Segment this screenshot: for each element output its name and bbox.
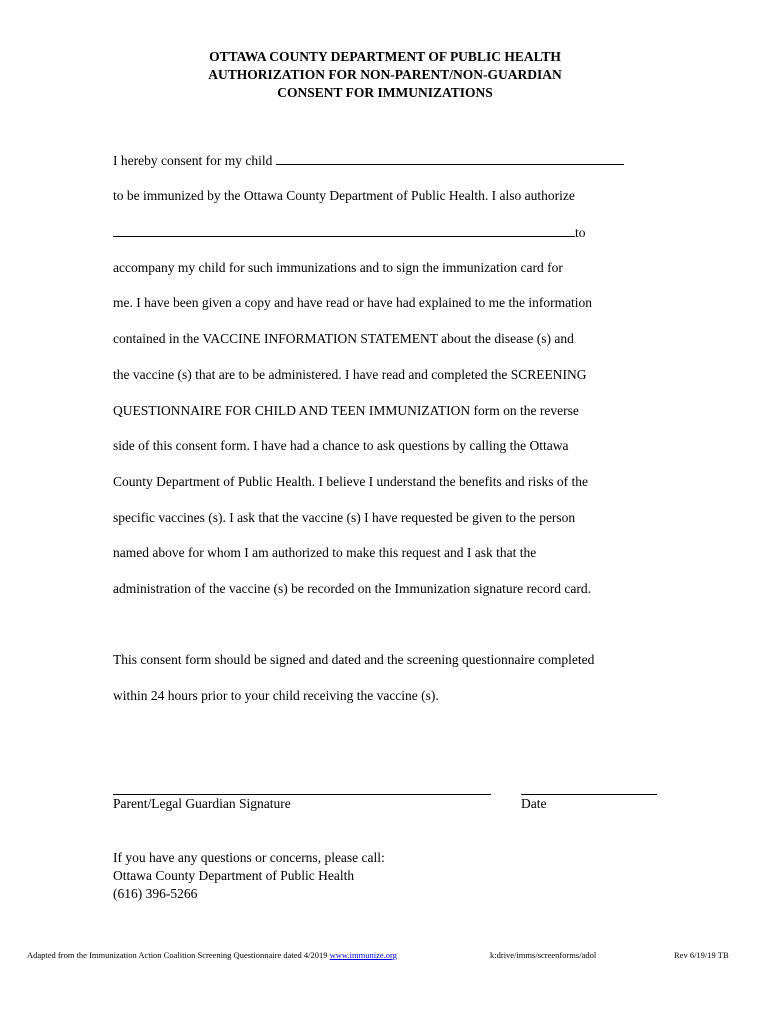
immunize-link[interactable]: www.immunize.org [329, 950, 397, 960]
child-consent-text: I hereby consent for my child [113, 153, 276, 168]
body-line-13: administration of the vaccine (s) be recorded on the Immunization signature record card. [113, 581, 591, 596]
contact-phone: (616) 396-5266 [113, 886, 198, 901]
footer-path: k:drive/imms/screenforms/adol [490, 950, 597, 960]
title-line-3: CONSENT FOR IMMUNIZATIONS [277, 85, 493, 100]
title-line-1: OTTAWA COUNTY DEPARTMENT OF PUBLIC HEALTH [209, 49, 561, 64]
consent-line-child [113, 152, 624, 169]
body-line-6: contained in the VACCINE INFORMATION STATEMENT about the disease (s) and [113, 331, 574, 346]
body-line-11: specific vaccines (s). I ask that the vaccine (s) I have requested be given to the person [113, 510, 576, 525]
authorized-person-field[interactable] [113, 224, 575, 237]
footer-revision: Rev 6/19/19 TB [674, 950, 729, 960]
date-label: Date [521, 796, 547, 811]
body-line-14: This consent form should be signed and dated and the screening questionnaire completed [113, 652, 595, 667]
body-line-9: side of this consent form. I have had a chance to ask questions by calling the Ottawa [113, 438, 569, 453]
body-line-7: the vaccine (s) that are to be administered. I have read and completed the SCREENING [113, 367, 587, 382]
body-line-10: County Department of Public Health. I believe I understand the benefits and risks of the [113, 474, 588, 489]
body-line-4: accompany my child for such immunizations and to sign the immunization card for [113, 260, 563, 275]
authorized-person-line [113, 224, 586, 241]
body-line-5: me. I have been given a copy and have read or have had explained to me the information [113, 295, 593, 310]
body-line-15: within 24 hours prior to your child receiving the vaccine (s). [113, 688, 439, 703]
body-line-12: named above for whom I am authorized to make this request and I ask that the [113, 545, 537, 560]
body-line-2: to be immunized by the Ottawa County Department of Public Health. I also authorize [113, 188, 575, 203]
child-name-field[interactable] [276, 152, 624, 165]
contact-line-2: Ottawa County Department of Public Health [113, 868, 355, 883]
footer-adapted [27, 950, 397, 960]
date-field[interactable] [521, 794, 657, 795]
footer-adapted-text: Adapted from the Immunization Action Coalition Screening Questionnaire dated 4/2019 [27, 950, 330, 960]
signature-field[interactable] [113, 794, 491, 795]
title-line-2: AUTHORIZATION FOR NON-PARENT/NON-GUARDIAN [208, 67, 562, 82]
contact-block [113, 849, 385, 903]
document-title [0, 48, 770, 102]
body-line-8: QUESTIONNAIRE FOR CHILD AND TEEN IMMUNIZATION form on the reverse [113, 403, 579, 418]
contact-line-1: If you have any questions or concerns, please call: [113, 850, 385, 865]
authorized-person-to: to [575, 225, 586, 240]
signature-label: Parent/Legal Guardian Signature [113, 796, 291, 811]
